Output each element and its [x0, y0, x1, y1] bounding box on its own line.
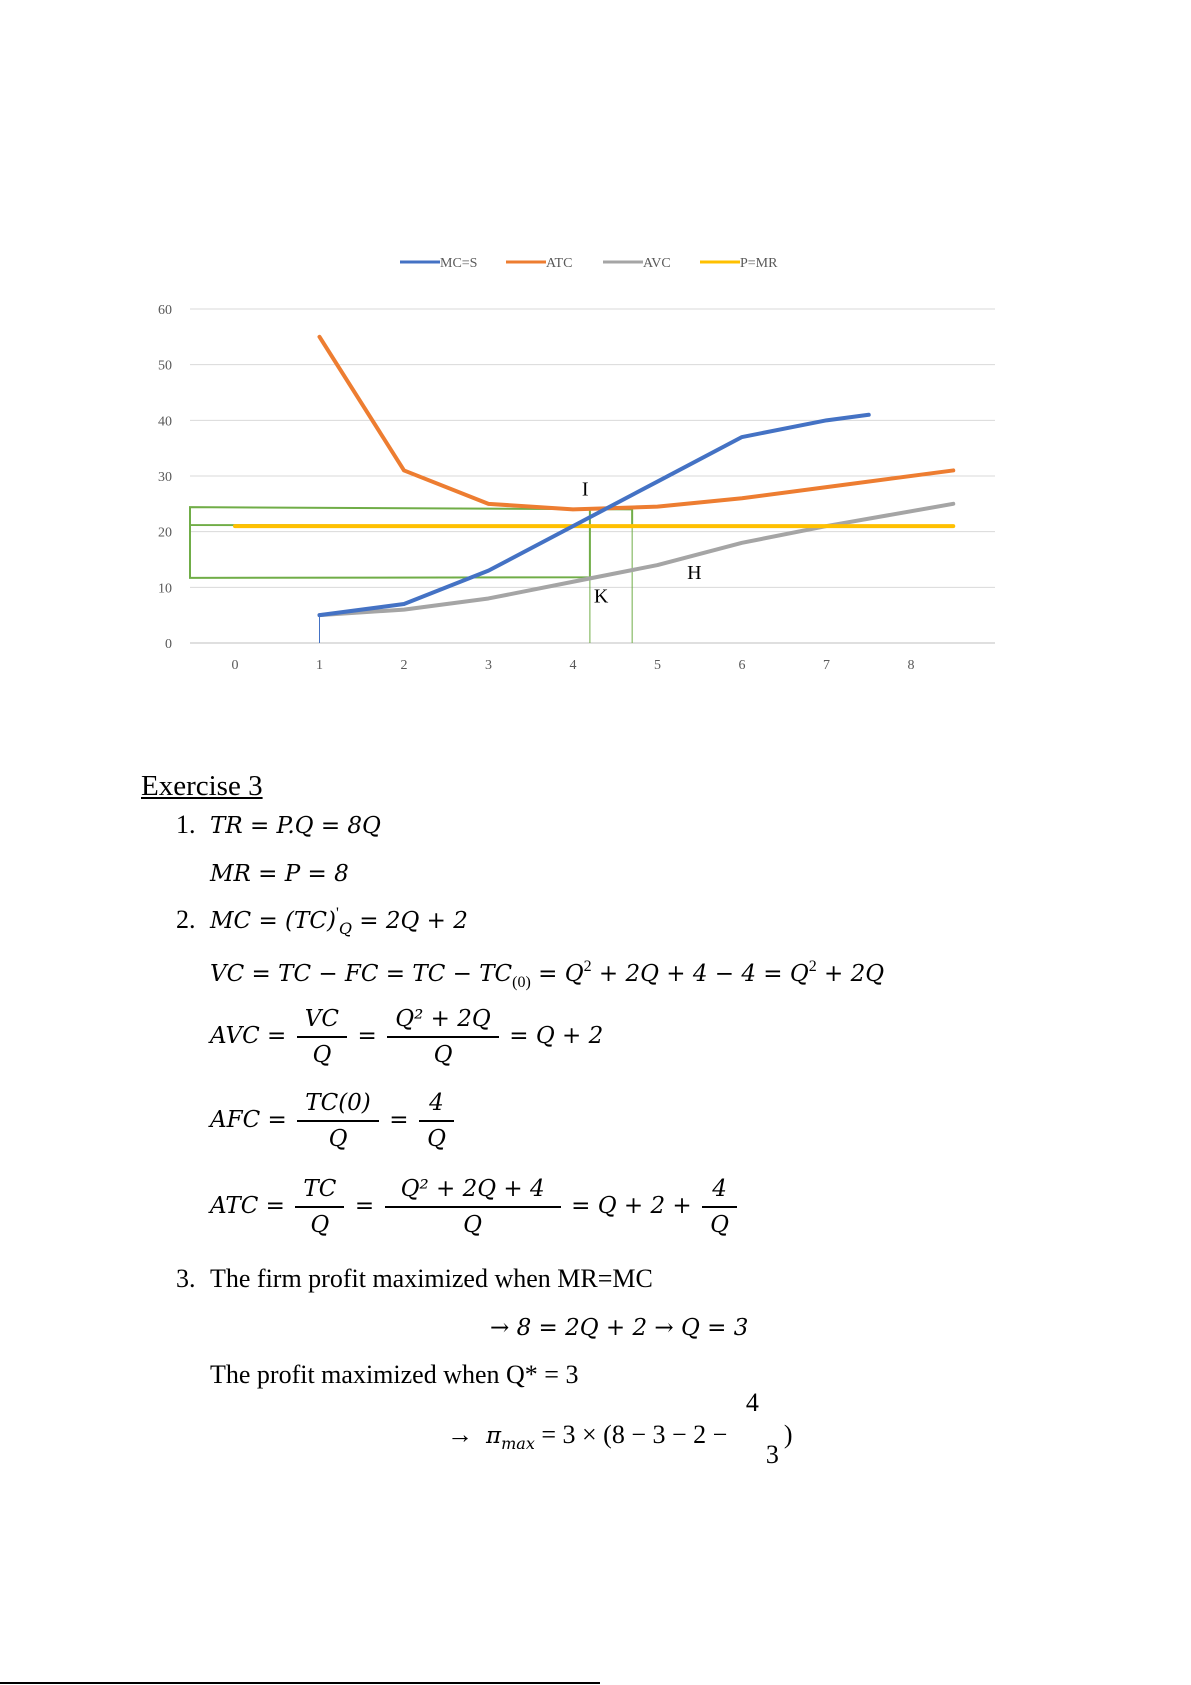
x-tick-label: 5 [654, 658, 661, 673]
legend-label: P=MR [740, 256, 778, 271]
pi-num: 4 [745, 1388, 759, 1418]
mc-lhs: MC = (TC) [210, 908, 336, 934]
pi-subscript: max [501, 1434, 535, 1453]
vc-sup2: 2 [808, 958, 817, 975]
avc-eq: = [357, 1022, 377, 1049]
legend-label: AVC [643, 256, 671, 271]
vc-lhs: VC = TC − FC = TC − TC [210, 961, 513, 987]
point-label-h: H [687, 561, 702, 584]
chart-legend [400, 256, 778, 271]
x-axis-ticks [232, 658, 915, 673]
vc-sup1: 2 [583, 958, 592, 975]
avc-den-1: Q [312, 1042, 332, 1068]
x-tick-label: 0 [231, 658, 239, 673]
x-tick-label: 1 [316, 658, 323, 673]
vc-mid: = Q [530, 961, 584, 987]
atc-equation [210, 1176, 741, 1238]
atc-num-2: Q² + 2Q + 4 [385, 1176, 561, 1208]
pi-symbol: π [486, 1423, 502, 1449]
afc-lhs: AFC = [210, 1106, 287, 1133]
solve-equation [490, 1312, 748, 1342]
pi-fraction [734, 1388, 779, 1470]
avc-frac-1 [297, 1006, 347, 1068]
item-number-2: 2. [176, 905, 196, 934]
solve-text: → 8 = 2Q + 2 → Q = 3 [490, 1315, 749, 1341]
point-label-i: I [581, 478, 589, 501]
mr-equation [210, 858, 349, 888]
atc-num-1: TC [295, 1176, 344, 1208]
atc-den-2: Q [463, 1212, 483, 1238]
lower-box [190, 509, 590, 577]
footer-rule [0, 1682, 600, 1684]
afc-den-2: Q [427, 1126, 446, 1152]
avc-rhs: = Q + 2 [509, 1022, 604, 1049]
x-tick-label: 4 [569, 658, 577, 673]
atc-rhs: = Q + 2 + [571, 1192, 692, 1219]
y-tick-label: 30 [158, 470, 172, 485]
legend-label: ATC [546, 256, 573, 271]
exercise-heading: Exercise 3 [141, 770, 263, 802]
chart-gridlines [190, 309, 995, 643]
atc-lhs: ATC = [210, 1192, 285, 1219]
afc-den-1: Q [328, 1126, 348, 1152]
profit-condition: The firm profit maximized when MR=MC [210, 1264, 653, 1293]
mc-prime: ' [335, 905, 339, 922]
atc-frac-2 [385, 1176, 561, 1238]
cost-curves-chart [0, 0, 1191, 700]
mr-text: MR = P = 8 [210, 861, 349, 887]
vc-end: + 2Q [816, 961, 885, 987]
atc-eq: = [354, 1192, 375, 1219]
avc-num-1: VC [297, 1006, 347, 1038]
afc-num-2: 4 [419, 1090, 454, 1122]
atc-frac-1 [295, 1176, 344, 1238]
afc-num-1: TC(0) [297, 1090, 379, 1122]
vc-equation [210, 958, 884, 992]
y-axis-ticks [158, 303, 172, 652]
y-tick-label: 0 [165, 637, 172, 652]
avc-equation [210, 1006, 603, 1068]
point-label-k: K [593, 585, 609, 608]
afc-frac-2 [419, 1090, 454, 1152]
atc-den-3: Q [710, 1212, 730, 1238]
y-tick-label: 40 [158, 414, 172, 430]
afc-eq: = [389, 1106, 409, 1133]
atc-frac-3 [702, 1176, 737, 1238]
tr-text: TR = P.Q = 8Q [210, 813, 381, 839]
item-number-1: 1. [176, 810, 196, 839]
mc-equation [210, 905, 468, 938]
item-number-3: 3. [176, 1264, 196, 1293]
mc-rhs: = 2Q + 2 [351, 908, 468, 934]
x-tick-label: 6 [738, 658, 746, 673]
pi-den: 3 [765, 1440, 779, 1470]
afc-equation [210, 1090, 458, 1152]
vc-tail: + 2Q + 4 − 4 = Q [591, 961, 809, 987]
avc-den-2: Q [433, 1042, 453, 1068]
avc-frac-2 [387, 1006, 498, 1068]
profit-max-equation [447, 1388, 793, 1470]
vc-subscript: (0) [512, 974, 531, 991]
afc-frac-1 [297, 1090, 379, 1152]
x-tick-label: 7 [823, 658, 830, 673]
pi-rhs: = 3 × (8 − 3 − 2 − [534, 1420, 728, 1449]
legend-label: MC=S [440, 256, 478, 271]
tr-equation [210, 810, 381, 840]
x-tick-label: 8 [907, 658, 915, 673]
y-tick-label: 20 [158, 525, 172, 541]
atc-den-1: Q [310, 1212, 330, 1238]
chart-point-labels [582, 478, 702, 607]
q-star-text: The profit maximized when Q* = 3 [210, 1360, 579, 1389]
x-tick-label: 3 [485, 658, 492, 673]
y-tick-label: 60 [158, 303, 172, 318]
x-tick-label: 2 [400, 658, 408, 673]
pi-arrow: → [447, 1420, 473, 1449]
pi-close: ) [783, 1420, 793, 1449]
y-tick-label: 10 [158, 581, 172, 597]
y-tick-label: 50 [158, 358, 172, 374]
avc-lhs: AVC = [210, 1022, 287, 1049]
mc-subscript: Q [338, 919, 352, 938]
atc-num-3: 4 [702, 1176, 737, 1208]
avc-num-2: Q² + 2Q [387, 1006, 498, 1038]
series-line-atc [320, 337, 954, 510]
